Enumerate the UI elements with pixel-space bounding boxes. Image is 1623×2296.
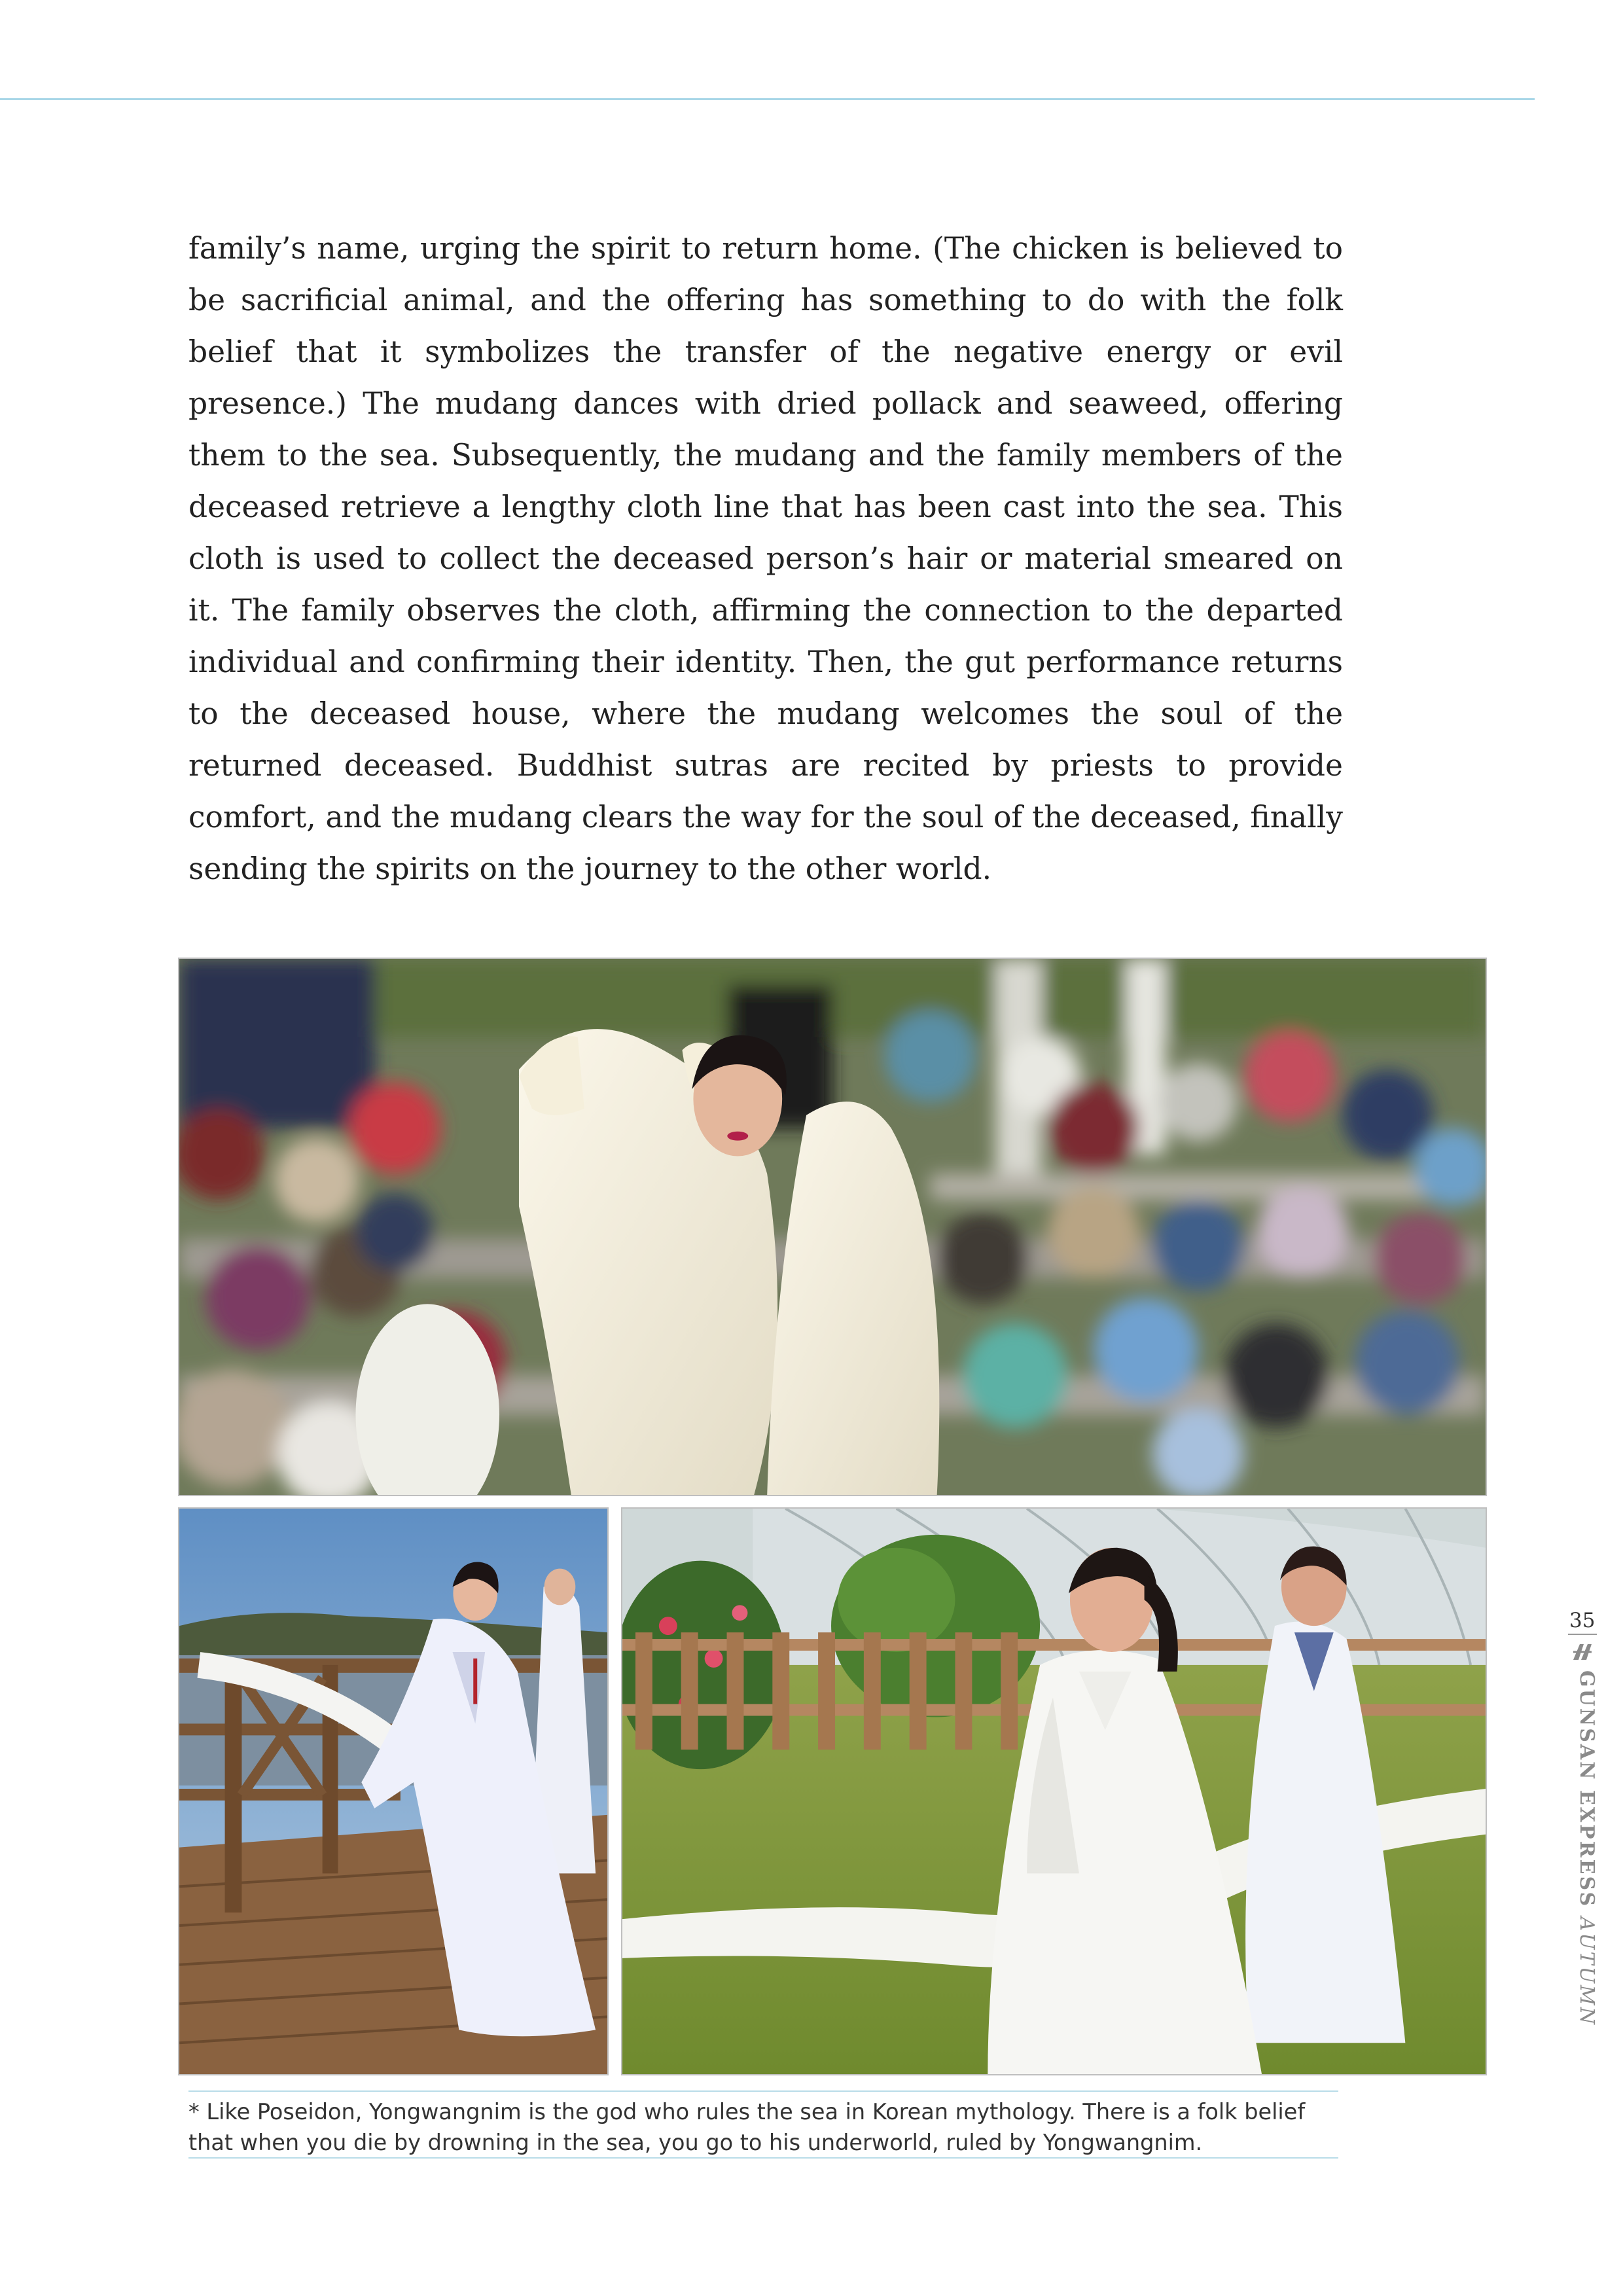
- page-number: 35: [1569, 1609, 1596, 1632]
- footnote-text: * Like Poseidon, Yongwangnim is the god who rules the sea in Korean mythology. There is a folk belief that when you die by drowning in the sea, you go to his underworld, ruled by Yongwangnim.: [188, 2099, 1306, 2155]
- article-body: family’s name, urging the spirit to return home. (The chicken is believed to be sacrificial animal, and the offering has something to do with the folk belief that it symbolizes the transfer of the negative energy or evil presence.) The mudang dances with dried pollack and seaweed, offering them to the sea. Subsequently, the mudang and the family members of the deceased retrieve a lengthy cloth line that has been cast into the sea. This cloth is used to collect the deceased person’s hair or material smeared on it. The family observes the cloth, affirming the connection to the departed individual and confirming their identity. Then, the gut performance returns to the deceased house, where the mudang welcomes the soul of the returned deceased. Buddhist sutras are recited by priests to provide comfort, and the mudang clears the way for the soul of the deceased, finally sending the spirits on the journey to the other world.: [188, 231, 1343, 886]
- margin-tab-rule: [1568, 1634, 1597, 1635]
- gunsan-express-logo-icon: [1571, 1640, 1594, 1664]
- running-title: [1572, 1670, 1598, 2026]
- publication-name: GUNSAN EXPRESS: [1575, 1670, 1598, 1909]
- photo-mudang-dance-audience: [178, 958, 1487, 1496]
- footnote-bottom-rule: [188, 2157, 1338, 2159]
- header-rule: [0, 98, 1535, 100]
- season-label: AUTUMN: [1575, 1916, 1598, 2026]
- footnote-top-rule: [188, 2090, 1338, 2092]
- photo-lawn-cloth-ritual: [621, 1507, 1487, 2075]
- photo-pier-cloth-ritual: [178, 1507, 609, 2075]
